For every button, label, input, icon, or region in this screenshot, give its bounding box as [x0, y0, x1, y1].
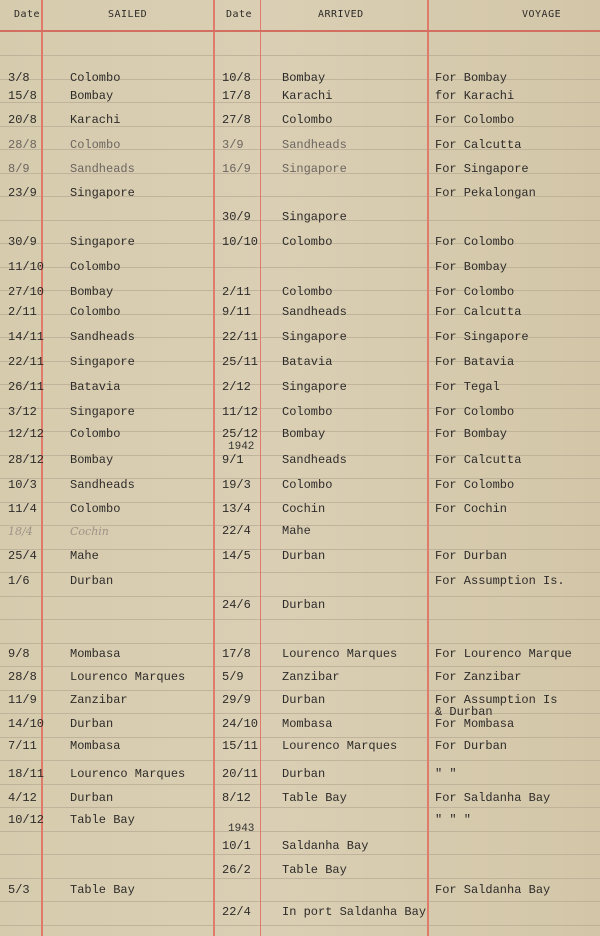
ruled-line [0, 901, 600, 902]
row-sailed-port: Lourenco Marques [70, 767, 186, 781]
header-date-arrived: Date [226, 9, 253, 20]
row-sailed-port: Mahe [70, 549, 99, 563]
row-voyage: For Saldanha Bay [435, 883, 551, 897]
row-sailed-date: 7/11 [8, 739, 37, 753]
row-arrived-date: 22/4 [222, 524, 251, 538]
row-sailed-port: Mombasa [70, 647, 121, 661]
row-arrived-port: Colombo [282, 285, 333, 299]
row-sailed-port: Zanzibar [70, 693, 128, 707]
row-voyage: For Tegal [435, 380, 500, 394]
row-voyage: " " [435, 767, 457, 781]
row-sailed-date: 1/6 [8, 574, 30, 588]
row-arrived-date: 29/9 [222, 693, 251, 707]
row-voyage: For Colombo [435, 478, 515, 492]
row-voyage: " " " [435, 813, 472, 827]
row-sailed-date: 28/12 [8, 453, 45, 467]
row-voyage: For Calcutta [435, 305, 522, 319]
row-sailed-date: 20/8 [8, 113, 37, 127]
row-sailed-date: 27/10 [8, 285, 45, 299]
row-sailed-port: Bombay [70, 453, 114, 467]
row-arrived-date: 17/8 [222, 89, 251, 103]
year-note-1943: 1943 [228, 823, 255, 835]
row-sailed-port: Colombo [70, 305, 121, 319]
row-sailed-date: 10/12 [8, 813, 45, 827]
row-arrived-port: Saldanha Bay [282, 839, 369, 853]
row-arrived-port: Singapore [282, 162, 347, 176]
row-arrived-date: 30/9 [222, 210, 251, 224]
row-sailed-date: 8/9 [8, 162, 30, 176]
row-voyage: For Bombay [435, 260, 508, 274]
row-arrived-port: Bombay [282, 427, 326, 441]
header-rule [0, 30, 600, 32]
row-arrived-port: Table Bay [282, 791, 347, 805]
row-arrived-port: Karachi [282, 89, 333, 103]
row-sailed-port: Bombay [70, 285, 114, 299]
row-arrived-date: 8/12 [222, 791, 251, 805]
row-sailed-date: 18/11 [8, 767, 45, 781]
ruled-line [0, 55, 600, 56]
ruled-line [0, 596, 600, 597]
ruled-line [0, 760, 600, 761]
row-sailed-date: 15/8 [8, 89, 37, 103]
row-arrived-port: Batavia [282, 355, 333, 369]
row-sailed-date: 25/4 [8, 549, 37, 563]
header-voyage: VOYAGE [522, 9, 562, 20]
row-sailed-port: Cochin [70, 525, 109, 538]
row-voyage: For Pekalongan [435, 186, 536, 200]
row-sailed-port: Lourenco Marques [70, 670, 186, 684]
ruled-line [0, 643, 600, 644]
column-divider-date [41, 0, 43, 936]
row-arrived-port: Zanzibar [282, 670, 340, 684]
header-arrived: ARRIVED [318, 9, 364, 20]
row-sailed-date: 10/3 [8, 478, 37, 492]
row-voyage: For Colombo [435, 285, 515, 299]
row-arrived-port: In port Saldanha Bay [282, 905, 427, 919]
row-arrived-date: 11/12 [222, 405, 259, 419]
row-sailed-port: Table Bay [70, 813, 135, 827]
row-sailed-date: 18/4 [8, 525, 33, 538]
row-arrived-port: Bombay [282, 71, 326, 85]
row-sailed-date: 28/8 [8, 670, 37, 684]
row-voyage: For Assumption Is. [435, 574, 565, 588]
row-sailed-date: 11/4 [8, 502, 37, 516]
row-voyage: For Lourenco Marque [435, 647, 572, 661]
ruled-line [0, 737, 600, 738]
row-voyage: For Calcutta [435, 138, 522, 152]
ruled-line [0, 713, 600, 714]
row-voyage: For Singapore [435, 330, 529, 344]
row-sailed-port: Bombay [70, 89, 114, 103]
row-sailed-port: Colombo [70, 260, 121, 274]
row-sailed-date: 3/8 [8, 71, 30, 85]
row-sailed-date: 5/3 [8, 883, 30, 897]
row-sailed-port: Karachi [70, 113, 121, 127]
ruled-line [0, 854, 600, 855]
row-arrived-date: 3/9 [222, 138, 244, 152]
ruled-line [0, 666, 600, 667]
ruled-line [0, 831, 600, 832]
row-arrived-port: Sandheads [282, 453, 347, 467]
ruled-line [0, 572, 600, 573]
ruled-line [0, 807, 600, 808]
ruled-line [0, 878, 600, 879]
row-voyage: For Bombay [435, 427, 508, 441]
ruled-line [0, 619, 600, 620]
row-arrived-date: 10/8 [222, 71, 251, 85]
row-arrived-date: 13/4 [222, 502, 251, 516]
row-arrived-date: 10/10 [222, 235, 259, 249]
row-sailed-port: Durban [70, 574, 114, 588]
row-arrived-port: Table Bay [282, 863, 347, 877]
row-sailed-port: Durban [70, 717, 114, 731]
row-sailed-date: 11/9 [8, 693, 37, 707]
row-arrived-date: 25/12 [222, 427, 259, 441]
row-arrived-port: Colombo [282, 405, 333, 419]
row-voyage: for Karachi [435, 89, 515, 103]
row-voyage: For Colombo [435, 113, 515, 127]
row-arrived-date: 26/2 [222, 863, 251, 877]
column-divider-arrived [427, 0, 429, 936]
row-sailed-port: Colombo [70, 427, 121, 441]
row-sailed-port: Singapore [70, 355, 135, 369]
ruled-line [0, 784, 600, 785]
row-sailed-port: Colombo [70, 138, 121, 152]
row-sailed-port: Colombo [70, 71, 121, 85]
row-sailed-date: 14/10 [8, 717, 45, 731]
row-arrived-port: Colombo [282, 235, 333, 249]
row-arrived-date: 15/11 [222, 739, 259, 753]
row-arrived-date: 22/4 [222, 905, 251, 919]
row-sailed-date: 11/10 [8, 260, 45, 274]
row-voyage: For Colombo [435, 235, 515, 249]
row-arrived-port: Sandheads [282, 305, 347, 319]
row-arrived-port: Singapore [282, 330, 347, 344]
row-arrived-date: 9/1 [222, 453, 244, 467]
row-sailed-date: 12/12 [8, 427, 45, 441]
row-arrived-port: Singapore [282, 380, 347, 394]
row-voyage: For Saldanha Bay [435, 791, 551, 805]
row-arrived-port: Durban [282, 598, 326, 612]
column-divider-sailed [213, 0, 215, 936]
row-sailed-date: 22/11 [8, 355, 45, 369]
header-sailed: SAILED [108, 9, 148, 20]
row-arrived-date: 17/8 [222, 647, 251, 661]
row-sailed-date: 4/12 [8, 791, 37, 805]
row-voyage: For Cochin [435, 502, 508, 516]
row-voyage: For Colombo [435, 405, 515, 419]
row-arrived-date: 9/11 [222, 305, 251, 319]
row-sailed-port: Singapore [70, 405, 135, 419]
row-arrived-date: 22/11 [222, 330, 259, 344]
row-sailed-port: Durban [70, 791, 114, 805]
row-sailed-port: Sandheads [70, 162, 135, 176]
row-arrived-port: Lourenco Marques [282, 647, 398, 661]
ruled-line [0, 690, 600, 691]
row-sailed-date: 14/11 [8, 330, 45, 344]
row-sailed-port: Sandheads [70, 330, 135, 344]
row-arrived-date: 19/3 [222, 478, 251, 492]
row-sailed-date: 28/8 [8, 138, 37, 152]
row-arrived-port: Sandheads [282, 138, 347, 152]
row-arrived-port: Mombasa [282, 717, 333, 731]
row-arrived-date: 20/11 [222, 767, 259, 781]
row-sailed-date: 26/11 [8, 380, 45, 394]
row-arrived-date: 10/1 [222, 839, 251, 853]
row-sailed-date: 30/9 [8, 235, 37, 249]
row-arrived-date: 2/12 [222, 380, 251, 394]
row-voyage: For Zanzibar [435, 670, 522, 684]
row-voyage: For Calcutta [435, 453, 522, 467]
row-arrived-date: 16/9 [222, 162, 251, 176]
row-sailed-date: 23/9 [8, 186, 37, 200]
row-voyage: For Mombasa [435, 717, 515, 731]
ruled-line [0, 925, 600, 926]
row-arrived-port: Durban [282, 549, 326, 563]
row-arrived-date: 14/5 [222, 549, 251, 563]
row-arrived-port: Lourenco Marques [282, 739, 398, 753]
row-sailed-port: Singapore [70, 235, 135, 249]
row-sailed-date: 2/11 [8, 305, 37, 319]
row-arrived-date: 2/11 [222, 285, 251, 299]
row-sailed-port: Batavia [70, 380, 121, 394]
row-sailed-date: 9/8 [8, 647, 30, 661]
row-arrived-date: 24/10 [222, 717, 259, 731]
row-sailed-date: 3/12 [8, 405, 37, 419]
row-arrived-date: 25/11 [222, 355, 259, 369]
row-arrived-port: Durban [282, 693, 326, 707]
row-voyage: For Singapore [435, 162, 529, 176]
row-arrived-port: Colombo [282, 478, 333, 492]
row-arrived-port: Colombo [282, 113, 333, 127]
row-arrived-port: Durban [282, 767, 326, 781]
header-date-sailed: Date [14, 9, 41, 20]
row-voyage: For Assumption Is [435, 693, 558, 707]
row-voyage: & Durban [435, 705, 493, 719]
row-voyage: For Batavia [435, 355, 515, 369]
row-sailed-port: Sandheads [70, 478, 135, 492]
row-arrived-port: Cochin [282, 502, 326, 516]
row-arrived-date: 24/6 [222, 598, 251, 612]
row-arrived-port: Mahe [282, 524, 311, 538]
row-voyage: For Bombay [435, 71, 508, 85]
row-arrived-date: 5/9 [222, 670, 244, 684]
row-arrived-port: Singapore [282, 210, 347, 224]
row-voyage: For Durban [435, 739, 508, 753]
column-divider-date2 [260, 0, 261, 936]
year-note-1942: 1942 [228, 441, 255, 453]
row-arrived-date: 27/8 [222, 113, 251, 127]
row-sailed-port: Mombasa [70, 739, 121, 753]
row-sailed-port: Colombo [70, 502, 121, 516]
row-voyage: For Durban [435, 549, 508, 563]
row-sailed-port: Singapore [70, 186, 135, 200]
row-sailed-port: Table Bay [70, 883, 135, 897]
